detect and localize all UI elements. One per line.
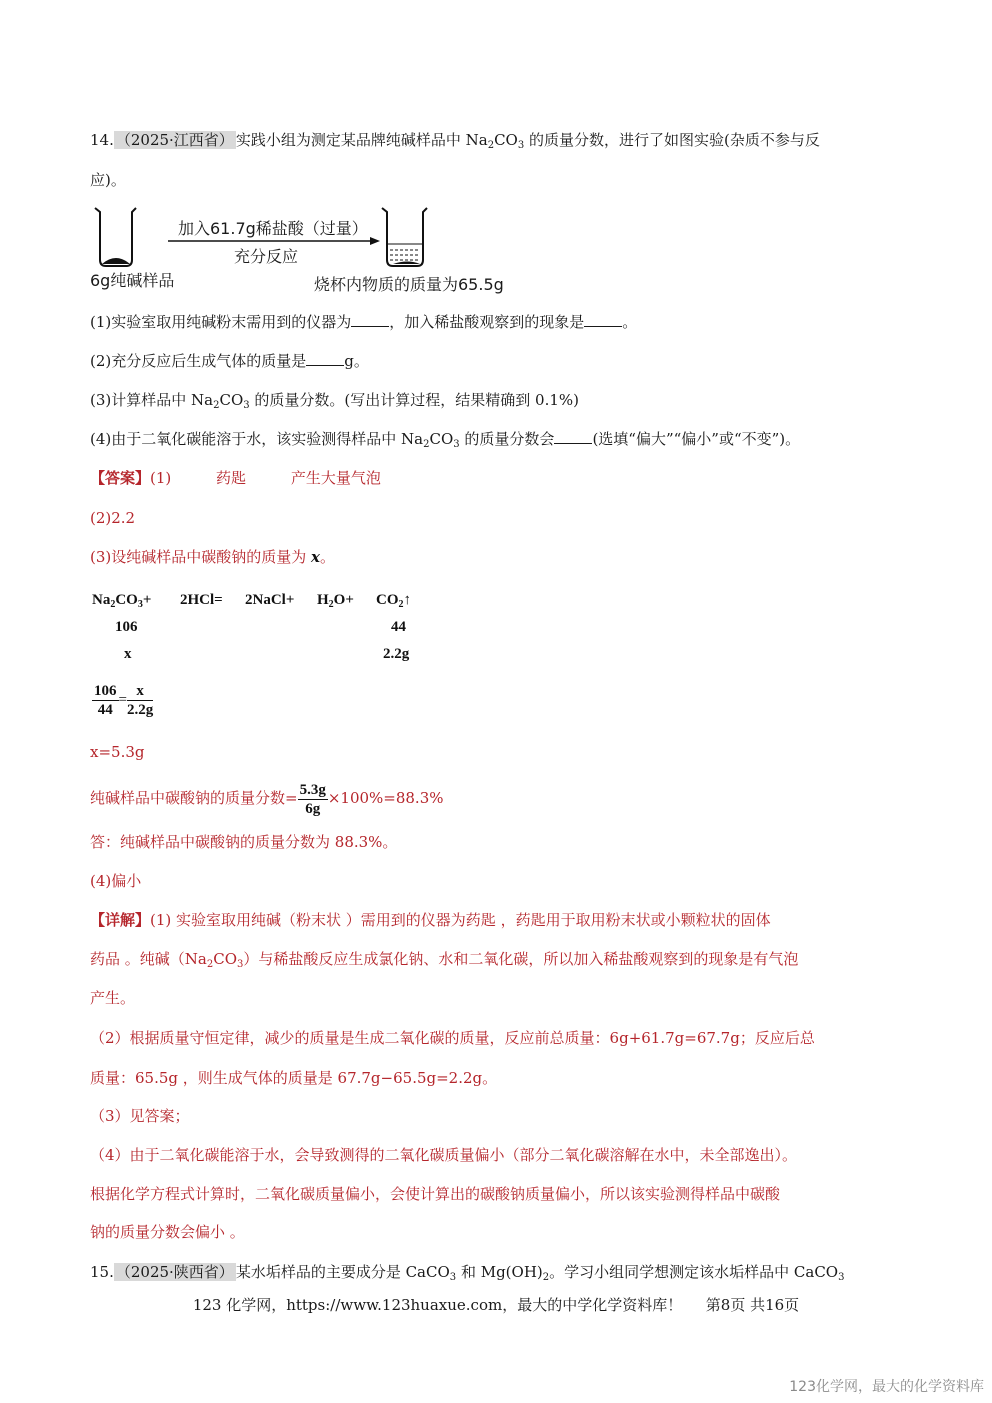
detail-p2-line2: 质量：65.5g ，则生成气体的质量是 67.7g−65.5g=2.2g。: [90, 1069, 498, 1087]
x-result: x=5.3g: [90, 743, 145, 761]
q14-stem-line1: [90, 130, 820, 150]
molar-mass-na2co3: 106: [115, 619, 138, 635]
mass-fraction-line: 纯碱样品中碳酸钠的质量分数= $\frac{5.3g}{6g}$ ×100%=88.3%: [90, 781, 444, 817]
sub-question-4: (4)由于二氧化碳能溶于水，该实验测得样品中 $Na_2CO_3$ 的质量分数会 (选填“偏大”“偏小”或“不变”)。: [90, 430, 801, 450]
q14-stem-line2: 应)。: [90, 171, 126, 189]
equation-term-co2: $CO_2↑$: [376, 592, 411, 610]
arrow-label-top: 加入61.7g稀盐酸（过量）: [178, 219, 368, 238]
answer-tool: 药匙: [216, 469, 247, 487]
detail-p1-line1: 【详解】(1) 实验室取用纯碱（粉末状 ）需用到的仪器为药匙 ，药匙用于取用粉末状或小颗粒状的固体: [90, 911, 771, 929]
formula-na2co3: $Na_2CO_3$: [401, 430, 460, 450]
equation-term-hcl: 2HCl=: [180, 592, 223, 608]
arrow-label-bottom: 充分反应: [234, 247, 299, 266]
mass-var-x: x: [124, 646, 132, 662]
sub-question-1: (1)实验室取用纯碱粉末需用到的仪器为 ，加入稀盐酸观察到的现象是 。: [90, 313, 638, 331]
detail-p1-line3: 产生。: [90, 989, 136, 1007]
answer-blank: [351, 312, 389, 327]
q15-stem: 15. （2025·陕西省） 某水垢样品的主要成分是 CaCO$_3$ 和 $Mg(OH)_2$。学习小组同学想测定该水垢样品中 CaCO$_3$: [90, 1263, 845, 1283]
source-tag: （2025·江西省）: [115, 131, 234, 149]
mass-co2: 2.2g: [383, 646, 410, 662]
conclusion: 答：纯碱样品中碳酸钠的质量分数为 88.3%。: [90, 833, 398, 851]
answer-blank: [306, 351, 344, 366]
detail-p1-line2: 药品 。纯碱$(Na_2CO_3)$与稀盐酸反应生成氯化钠、水和二氧化碳，所以加入稀盐酸观察到的现象是有气泡: [90, 950, 799, 970]
answer-phenomenon: 产生大量气泡: [290, 469, 381, 487]
answer-label: 【答案】: [90, 469, 151, 487]
source-tag: （2025·陕西省）: [115, 1263, 234, 1281]
mass-fraction: $\frac{5.3g}{6g}$: [299, 781, 326, 817]
formula-na2co3: $Na_2CO_3$: [465, 131, 525, 151]
watermark: 123化学网，最大的化学资料库: [789, 1379, 984, 1395]
stem-text: 的质量分数，进行了如图实验(杂质不参与反: [529, 131, 820, 149]
question-number: 15.: [90, 1263, 114, 1281]
ratio-equation: $\frac{106}{44}$ = $\frac{x}{2.2g}$: [94, 683, 154, 718]
answer-line-1: 【答案】(1) 药匙 产生大量气泡: [90, 469, 381, 487]
page-footer: [0, 1294, 992, 1315]
detail-p4-line2: 根据化学方程式计算时，二氧化碳质量偏小，会使计算出的碳酸钠质量偏小，所以该实验测得样品中碳酸: [90, 1185, 781, 1203]
answer-line-3: (3)设纯碱样品中碳酸钠的质量为 x。: [90, 548, 335, 566]
fraction-left: $\frac{106}{44}$: [94, 683, 117, 718]
gas-arrow-icon: ↑: [403, 592, 411, 608]
page-number: 第8页 共16页: [705, 1296, 800, 1314]
right-caption: 烧杯内物质的质量为65.5g: [314, 275, 504, 294]
beaker-right-icon: [382, 208, 427, 266]
question-number: 14.: [90, 131, 114, 149]
detail-p2-line1: （2）根据质量守恒定律，减少的质量是生成二氧化碳的质量，反应前总质量：6g+61.7g=67.7g；反应后总: [90, 1029, 815, 1047]
sub-question-3: (3)计算样品中 $Na_2CO_3$ 的质量分数。(写出计算过程，结果精确到 0.1%): [90, 391, 580, 411]
beaker-left-icon: [95, 208, 136, 266]
equation-term-h2o: $H_2O+$: [317, 592, 354, 610]
stem-text: 实践小组为测定某品牌纯碱样品中: [235, 131, 461, 149]
left-caption: 6g纯碱样品: [90, 271, 175, 290]
detail-p4-line1: （4）由于二氧化碳能溶于水，会导致测得的二氧化碳质量偏小（部分二氧化碳溶解在水中，未全部逸出）。: [90, 1146, 798, 1164]
equation-term-na2co3: $Na_2CO_3+$: [92, 592, 152, 610]
sub-question-2: (2)充分反应后生成气体的质量是 g。: [90, 352, 369, 370]
answer-4: (4)偏小: [90, 872, 142, 890]
experiment-diagram: [90, 204, 530, 296]
footer-text: 123 化学网，https://www.123huaxue.com，最大的中学化学资料库！: [192, 1296, 683, 1314]
answer-blank: [554, 429, 592, 444]
answer-blank: [584, 312, 622, 327]
molar-mass-co2: 44: [391, 619, 406, 635]
formula-na2co3: $Na_2CO_3$: [191, 391, 250, 411]
detail-label: 【详解】: [90, 911, 151, 929]
equation-term-nacl: 2NaCl+: [245, 592, 295, 608]
answer-line-2: (2)2.2: [90, 509, 136, 527]
fraction-right: $\frac{x}{2.2g}$: [126, 683, 154, 718]
detail-p3: （3）见答案；: [90, 1107, 190, 1125]
detail-p4-line3: 钠的质量分数会偏小 。: [90, 1223, 245, 1241]
